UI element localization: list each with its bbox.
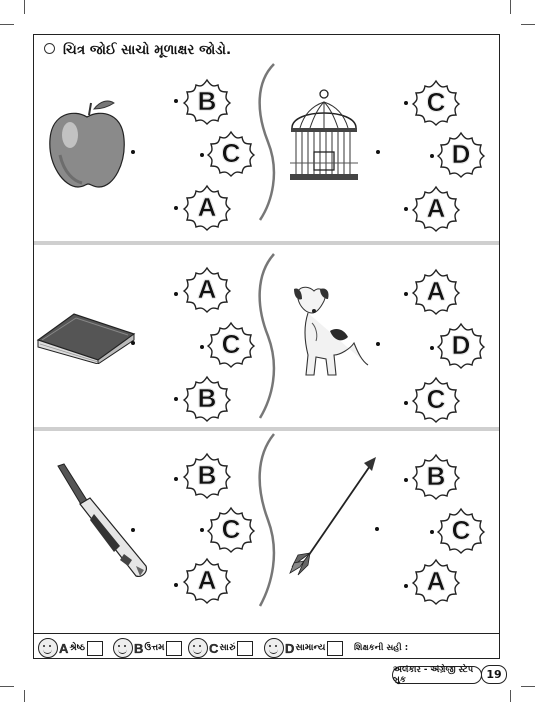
grade-option-c <box>188 638 253 658</box>
letter-option: A <box>426 192 446 223</box>
letter-option: B <box>197 85 217 116</box>
wavy-divider <box>252 432 282 608</box>
match-dot[interactable] <box>200 345 204 349</box>
wavy-divider <box>252 62 282 222</box>
letter-option-badge[interactable] <box>206 321 256 367</box>
letter-option-badge[interactable] <box>436 507 486 553</box>
letter-option: B <box>197 459 217 490</box>
match-dot[interactable] <box>200 528 204 532</box>
crop-mark <box>510 690 511 702</box>
letter-option-badge[interactable] <box>411 558 461 604</box>
letter-option: A <box>426 275 446 306</box>
grade-label: ઉત્તમ <box>144 643 165 653</box>
match-dot[interactable] <box>404 292 408 296</box>
match-dot[interactable] <box>174 397 178 401</box>
grade-checkbox[interactable] <box>87 641 103 656</box>
match-dot[interactable] <box>200 153 204 157</box>
letter-option-badge[interactable] <box>411 453 461 499</box>
grade-label: સામાન્ય <box>295 643 326 653</box>
match-dot[interactable] <box>375 527 379 531</box>
match-dot[interactable] <box>404 478 408 482</box>
instruction-text: ચિત્ર જોઈ સાચો મૂળાક્ષર જોડો. <box>63 42 232 58</box>
match-dot[interactable] <box>404 207 408 211</box>
match-dot[interactable] <box>174 99 178 103</box>
grade-checkbox[interactable] <box>166 641 182 656</box>
crop-mark <box>0 24 14 25</box>
match-dot[interactable] <box>404 401 408 405</box>
match-dot[interactable] <box>174 583 178 587</box>
grade-option-b <box>113 638 182 658</box>
letter-option: A <box>426 565 446 596</box>
match-dot[interactable] <box>131 341 135 345</box>
grade-checkbox[interactable] <box>327 641 343 656</box>
letter-option: A <box>197 273 217 304</box>
letter-option: C <box>221 328 241 359</box>
crop-mark <box>24 690 25 702</box>
grade-label: સારું <box>219 643 236 653</box>
letter-option-badge[interactable] <box>182 557 232 603</box>
grade-option-a <box>38 638 103 658</box>
letter-option-badge[interactable] <box>182 452 232 498</box>
grade-option-d <box>264 638 343 658</box>
letter-option-badge[interactable] <box>182 266 232 312</box>
arrow-picture <box>288 455 380 583</box>
letter-option: D <box>451 138 471 169</box>
match-dot[interactable] <box>376 150 380 154</box>
crop-mark <box>510 0 511 14</box>
letter-option: C <box>426 383 446 414</box>
letter-option: C <box>221 137 241 168</box>
letter-option-badge[interactable] <box>411 376 461 422</box>
letter-option: B <box>197 382 217 413</box>
grade-letter: C <box>209 640 219 656</box>
crop-mark <box>24 0 25 14</box>
grade-letter: B <box>134 640 144 656</box>
bullet-icon <box>44 43 55 54</box>
book-title: અલંકાર - અંગ્રેજી સ્ટેપ બુક <box>392 666 482 684</box>
letter-option-badge[interactable] <box>411 79 461 125</box>
match-dot[interactable] <box>404 101 408 105</box>
smiley-icon <box>264 638 284 658</box>
letter-option-badge[interactable] <box>411 185 461 231</box>
grade-letter: D <box>285 640 295 656</box>
smiley-icon <box>113 638 133 658</box>
match-dot[interactable] <box>174 206 178 210</box>
letter-option-badge[interactable] <box>206 130 256 176</box>
letter-option-badge[interactable] <box>206 506 256 552</box>
book-picture <box>36 300 136 368</box>
smiley-icon <box>38 638 58 658</box>
match-dot[interactable] <box>131 150 135 154</box>
letter-option-badge[interactable] <box>436 131 486 177</box>
letter-option-badge[interactable] <box>182 184 232 230</box>
match-dot[interactable] <box>430 346 434 350</box>
crop-mark <box>521 24 535 25</box>
match-dot[interactable] <box>174 477 178 481</box>
smiley-icon <box>188 638 208 658</box>
letter-option-badge[interactable] <box>182 78 232 124</box>
birdcage-picture <box>288 88 368 188</box>
match-dot[interactable] <box>430 530 434 534</box>
letter-option: A <box>197 191 217 222</box>
letter-option: C <box>221 513 241 544</box>
crop-mark <box>521 686 535 687</box>
match-dot[interactable] <box>131 528 135 532</box>
letter-option-badge[interactable] <box>182 375 232 421</box>
instruction-heading <box>44 42 231 58</box>
letter-option: B <box>426 460 446 491</box>
cricket-bat-picture <box>54 462 150 584</box>
grade-checkbox[interactable] <box>237 641 253 656</box>
letter-option: C <box>451 514 471 545</box>
grade-letter: A <box>59 640 69 656</box>
teacher-signature-label: શિક્ષકની સહી : <box>354 643 409 653</box>
letter-option: A <box>197 564 217 595</box>
match-dot[interactable] <box>404 584 408 588</box>
wavy-divider <box>252 252 282 420</box>
row-separator <box>34 427 499 431</box>
page-number: 19 <box>481 665 507 684</box>
row-separator <box>34 241 499 245</box>
crop-mark <box>0 686 14 687</box>
dog-picture <box>290 283 370 383</box>
grade-label: શ્રેષ્ઠ <box>69 643 86 653</box>
apple-picture <box>44 95 130 195</box>
match-dot[interactable] <box>430 154 434 158</box>
letter-option-badge[interactable] <box>436 322 486 368</box>
letter-option-badge[interactable] <box>411 268 461 314</box>
match-dot[interactable] <box>174 292 178 296</box>
match-dot[interactable] <box>376 342 380 346</box>
letter-option: C <box>426 86 446 117</box>
letter-option: D <box>451 329 471 360</box>
